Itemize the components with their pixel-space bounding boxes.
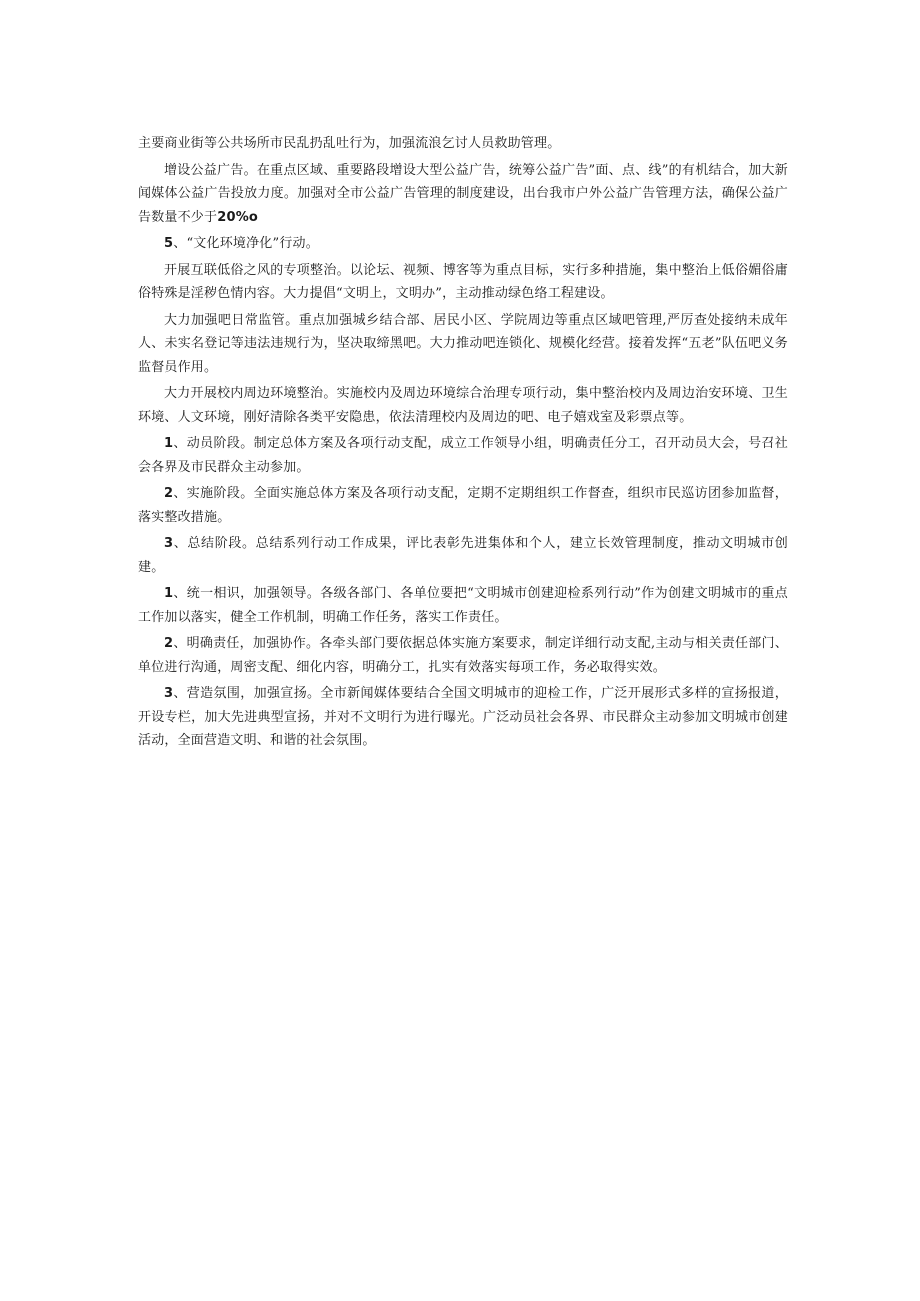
item-number: 2 [164,486,174,501]
paragraph-10 [138,582,788,629]
paragraph-7-text: 、动员阶段。制定总体方案及各项行动支配，成立工作领导小组，明确责任分工，召开动员大会，号召社会各界及市民群众主动参加。 [138,436,788,475]
paragraph-9 [138,532,788,579]
paragraph-12 [138,682,788,753]
paragraph-2-percent: 20%o [217,209,259,225]
paragraph-2-text: 增设公益广告。在重点区域、重要路段增设大型公益广告，统筹公益广告”面、点、线”的有机结合，加大新闻媒体公益广告投放力度。加强对全市公益广告管理的制度建设，出台我市户外公益广告管理方法，确保公益广告数量不少于 [138,162,788,225]
paragraph-6-text: 大力开展校内周边环境整治。实施校内及周边环境综合治理专项行动，集中整治校内及周边治安环境、卫生环境、人文环境，刚好清除各类平安隐患，依法清理校内及周边的吧、电子嬉戏室及彩票点等。 [138,386,788,425]
paragraph-2 [138,159,788,230]
item-number: 1 [164,586,174,601]
paragraph-8 [138,482,788,529]
paragraph-11 [138,632,788,679]
paragraph-9-text: 、总结阶段。总结系列行动工作成果，评比表彰先进集体和个人，建立长效管理制度，推动文明城市创建。 [138,536,788,575]
heading-text: 、“文化环境净化”行动。 [173,236,319,251]
paragraph-10-text: 、统一相识，加强领导。各级各部门、各单位要把“文明城市创建迎检系列行动”作为创建文明城市的重点工作加以落实，健全工作机制，明确工作任务，落实工作责任。 [138,586,788,625]
item-number: 3 [164,686,174,701]
paragraph-7 [138,432,788,479]
item-number: 3 [164,536,174,551]
paragraph-6 [138,382,788,429]
paragraph-4 [138,259,788,306]
paragraph-5-text: 大力加强吧日常监管。重点加强城乡结合部、居民小区、学院周边等重点区域吧管理,严厉查处接纳未成年人、未实名登记等违法违规行为，坚决取缔黑吧。大力推动吧连锁化、规模化经营。接着发挥“五老”队伍吧义务监督员作用。 [138,312,788,375]
paragraph-11-text: 、明确责任，加强协作。各牵头部门要依据总体实施方案要求，制定详细行动支配,主动与相关责任部门、单位进行沟通，周密支配、细化内容，明确分工，扎实有效落实每项工作，务必取得实效。 [138,636,788,675]
paragraph-8-text: 、实施阶段。全面实施总体方案及各项行动支配，定期不定期组织工作督查，组织市民巡访团参加监督，落实整改措施。 [138,486,788,525]
heading-number: 5 [164,236,174,251]
item-number: 2 [164,636,174,651]
paragraph-5 [138,309,788,380]
document-page [138,132,788,756]
item-number: 1 [164,436,174,451]
paragraph-4-text: 开展互联低俗之风的专项整治。以论坛、视频、博客等为重点目标，实行多种措施，集中整治上低俗媚俗庸俗特殊是淫秽色情内容。大力提倡“文明上，文明办”，主动推动绿色络工程建设。 [138,262,788,301]
paragraph-1-text: 主要商业街等公共场所市民乱扔乱吐行为，加强流浪乞讨人员救助管理。 [138,136,561,151]
paragraph-12-text: 、营造氛围，加强宣扬。全市新闻媒体要结合全国文明城市的迎检工作，广泛开展形式多样的宣扬报道，开设专栏，加大先进典型宣扬，并对不文明行为进行曝光。广泛动员社会各界、市民群众主动参加文明城市创建活动，全面营造文明、和谐的社会氛围。 [138,686,788,748]
paragraph-3-heading [138,232,788,256]
paragraph-1 [138,132,788,156]
